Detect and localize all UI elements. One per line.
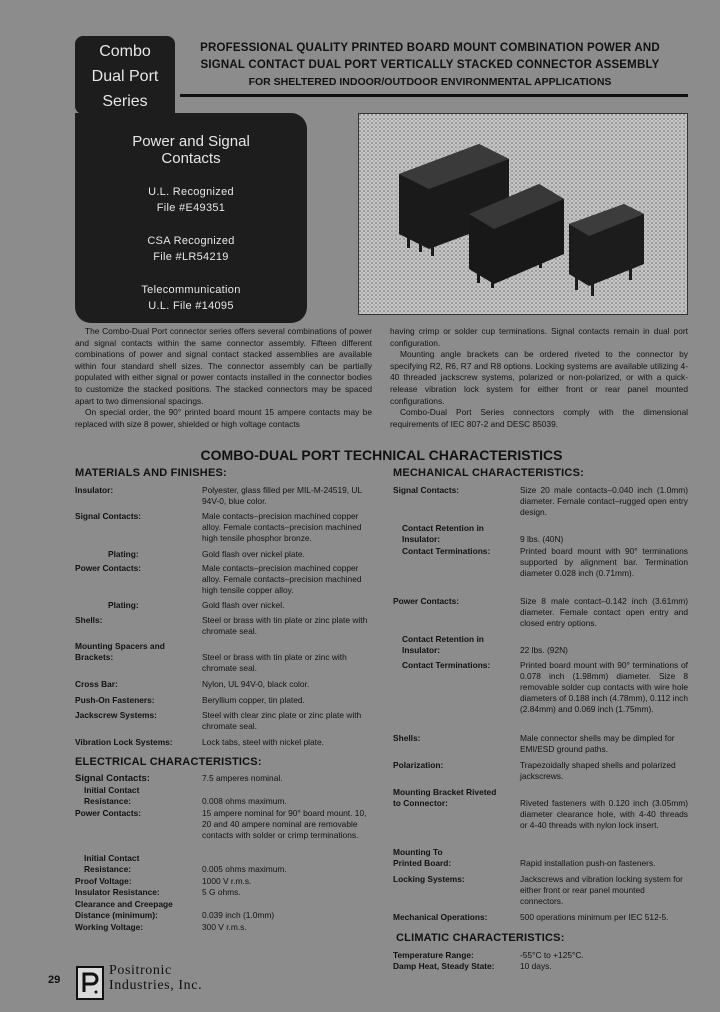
spec-value: 5 G ohms. [202, 887, 241, 897]
series-line: Dual Port [91, 68, 159, 85]
spec-label: Vibration Lock Systems: [75, 737, 173, 747]
approvals-title-line: Contacts [161, 150, 221, 167]
spec-label: Jackscrew Systems: [75, 710, 157, 720]
spec-label: Shells: [75, 615, 103, 625]
spec-value: Steel or brass with tin plate or zinc plate with chromate seal. [202, 615, 368, 636]
intro-paragraph: having crimp or solder cup terminations. Signal contacts remain in dual port configuration. [390, 326, 688, 348]
spec-value: Size 20 male contacts–0.040 inch (1.0mm) diameter. Female contact–rugged open entry design. [520, 485, 688, 517]
spec-label: Clearance and Creepage Distance (minimum): [75, 899, 173, 920]
spec-label: Contact Terminations: [402, 546, 491, 556]
spec-label: Power Contacts: [75, 808, 142, 818]
approvals-box [75, 113, 307, 323]
electrical-heading: ELECTRICAL CHARACTERISTICS: [75, 756, 262, 768]
spec-value: 7.5 amperes nominal. [202, 773, 283, 783]
headline-line: SIGNAL CONTACT DUAL PORT VERTICALLY STACKED CONNECTOR ASSEMBLY [200, 59, 660, 71]
approvals-title [75, 133, 307, 167]
spec-value: Polyester, glass filled per MIL-M-24519, UL 94V-0, blue color. [202, 485, 362, 506]
spec-label: Damp Heat, Steady State: [393, 961, 495, 971]
spec-label: Power Contacts: [75, 563, 142, 573]
spec-value: 15 ampere nominal for 90° board mount. 10, 20 and 40 ampere nominal are removable contacts with solder or crimp terminations. [202, 808, 367, 840]
company-name-line: Industries, Inc. [109, 978, 203, 993]
spec-label: Shells: [393, 733, 421, 743]
intro-left-column [75, 326, 372, 430]
spec-value: Trapezoidally shaped shells and polarized jackscrews. [520, 760, 676, 781]
spec-label: Temperature Range: [393, 950, 474, 960]
spec-value: 500 operations minimum per IEC 512-5. [520, 912, 669, 922]
spec-label: Plating: [108, 549, 139, 559]
telecom-file: U.L. File #14095 [148, 300, 234, 312]
spec-value: 300 V r.m.s. [202, 922, 247, 932]
spec-value: 9 lbs. (40N) [520, 534, 564, 544]
spec-value: Gold flash over nickel. [202, 600, 285, 610]
header-rule [180, 94, 688, 97]
spec-value: 0.005 ohms maximum. [202, 864, 287, 874]
spec-label: Plating: [108, 600, 139, 610]
technical-characteristics-title: COMBO-DUAL PORT TECHNICAL CHARACTERISTICS [200, 447, 563, 463]
spec-value: Printed board mount with 90° terminations of 0.078 inch (1.98mm) diameter. Size 8 removable solder cup contacts with wire hole diameters of 0.188 inch (4.78mm), 0.112 inch (2.84mm) and 0.069 inch (1.75mm). [520, 660, 688, 714]
company-name-line: Positronic [109, 963, 172, 978]
spec-value: Size 8 male contact–0.142 inch (3.61mm) diameter. Female contact open entry and closed entry options. [520, 596, 688, 628]
spec-value: -55°C to +125°C. [520, 950, 584, 960]
ul-file: File #E49351 [156, 202, 226, 214]
headline-subline: FOR SHELTERED INDOOR/OUTDOOR ENVIRONMENTAL APPLICATIONS [248, 76, 612, 88]
spec-label: Mounting Spacers and Brackets: [75, 641, 165, 662]
spec-value: 10 days. [520, 961, 552, 971]
mechanical-heading: MECHANICAL CHARACTERISTICS: [393, 467, 584, 479]
connector-photo-illustration [359, 114, 687, 314]
connector-photo [358, 113, 688, 315]
telecom-recognized: Telecommunication [141, 284, 241, 296]
spec-value: Gold flash over nickel plate. [202, 549, 305, 559]
spec-value: Lock tabs, steel with nickel plate. [202, 737, 324, 747]
spec-label: Initial Contact Resistance: [84, 785, 140, 806]
positronic-logo-icon [76, 966, 104, 1000]
ul-recognized: U.L. Recognized [148, 186, 234, 198]
spec-label: Power Contacts: [393, 596, 460, 606]
spec-value: Steel or brass with tin plate or zinc with chromate seal. [202, 652, 347, 673]
spec-label: Mounting Bracket Riveted to Connector: [393, 787, 497, 808]
spec-label: Proof Voltage: [75, 876, 132, 886]
spec-value: 22 lbs. (92N) [520, 645, 568, 655]
climatic-heading: CLIMATIC CHARACTERISTICS: [396, 932, 565, 944]
spec-value: Jackscrews and vibration locking system for either front or rear panel mounted connectors. [520, 874, 683, 906]
spec-value: Male contacts–precision machined copper alloy. Female contacts–precision machined high tensile phosphor bronze. [202, 511, 362, 543]
spec-value: Rapid installation push-on fasteners. [520, 858, 656, 868]
spec-label: Insulator: [75, 485, 114, 495]
spec-label: Cross Bar: [75, 679, 118, 689]
headline [180, 40, 680, 90]
spec-label: Mounting To Printed Board: [393, 847, 452, 868]
spec-label: Contact Retention in Insulator: [402, 523, 484, 544]
intro-paragraph: The Combo-Dual Port connector series offers several combinations of power and signal contacts within the same connector assembly. Fifteen different combinations of power and signal contact stacked assemblies are available within four standard shell sizes. The connector assembly can be partially populated with either signal or power contacts installed in the connector bodies to customize the stacked positions. The stacked connectors may be spaced apart to two dimensional spacings. [75, 326, 372, 406]
spec-label: Insulator Resistance: [75, 887, 160, 897]
intro-paragraph: Combo-Dual Port Series connectors comply with the dimensional requirements of IEC 807-2 and DESC 85039. [390, 407, 688, 429]
intro-right-column [390, 326, 688, 430]
spec-value: Riveted fasteners with 0.120 inch (3.05mm) diameter clearance hole, with 4-40 threads or 4-40 threads with nylon lock insert. [520, 798, 688, 830]
series-line: Series [102, 93, 148, 110]
spec-value: 0.039 inch (1.0mm) [202, 910, 275, 920]
spec-value: Male contacts–precision machined copper alloy. Female contacts–precision machined high tensile copper alloy. [202, 563, 362, 595]
spec-label: Polarization: [393, 760, 444, 770]
spec-label: Working Voltage: [75, 922, 144, 932]
spec-label: Signal Contacts: [75, 511, 142, 521]
spec-value: 0.008 ohms maximum. [202, 796, 287, 806]
page-number: 29 [48, 974, 61, 986]
spec-value: Steel with clear zinc plate or zinc plate with chromate seal. [202, 710, 362, 731]
spec-label: Locking Systems: [393, 874, 465, 884]
spec-value: Nylon, UL 94V-0, black color. [202, 679, 310, 689]
spec-label: Contact Terminations: [402, 660, 491, 670]
spec-value: Beryllium copper, tin plated. [202, 695, 305, 705]
spec-label: Signal Contacts: [75, 773, 150, 784]
spec-label: Signal Contacts: [393, 485, 460, 495]
spec-label: Initial Contact Resistance: [84, 853, 140, 874]
intro-paragraph: Mounting angle brackets can be ordered riveted to the connector by specifying R2, R6, R7 and R8 options. Locking systems are available utilizing 4-40 threaded jackscrew systems, polarized or non-polarized, or with a quick-release vibration lock system for either front or rear panel mounted configurations. [390, 349, 688, 406]
approvals-title-line: Power and Signal [132, 133, 250, 150]
spec-value: Male connector shells may be dimpled for EMI/ESD ground paths. [520, 733, 675, 754]
materials-heading: MATERIALS AND FINISHES: [75, 467, 227, 479]
spec-value: Printed board mount with 90° terminations supported by alignment bar. Termination diameter 0.028 inch (0.71mm). [520, 546, 688, 578]
intro-paragraph: On special order, the 90° printed board mount 15 ampere contacts may be replaced with size 8 power, shielded or high voltage contacts [75, 407, 372, 429]
spec-label: Contact Retention in Insulator: [402, 634, 484, 655]
company-name [109, 963, 202, 993]
csa-file: File #LR54219 [153, 251, 229, 263]
series-box [75, 36, 175, 114]
headline-line: PROFESSIONAL QUALITY PRINTED BOARD MOUNT COMBINATION POWER AND [200, 42, 660, 54]
spec-label: Push-On Fasteners: [75, 695, 155, 705]
csa-recognized: CSA Recognized [147, 235, 235, 247]
series-line: Combo [99, 43, 151, 60]
spec-value: 1000 V r.m.s. [202, 876, 252, 886]
spec-label: Mechanical Operations: [393, 912, 488, 922]
